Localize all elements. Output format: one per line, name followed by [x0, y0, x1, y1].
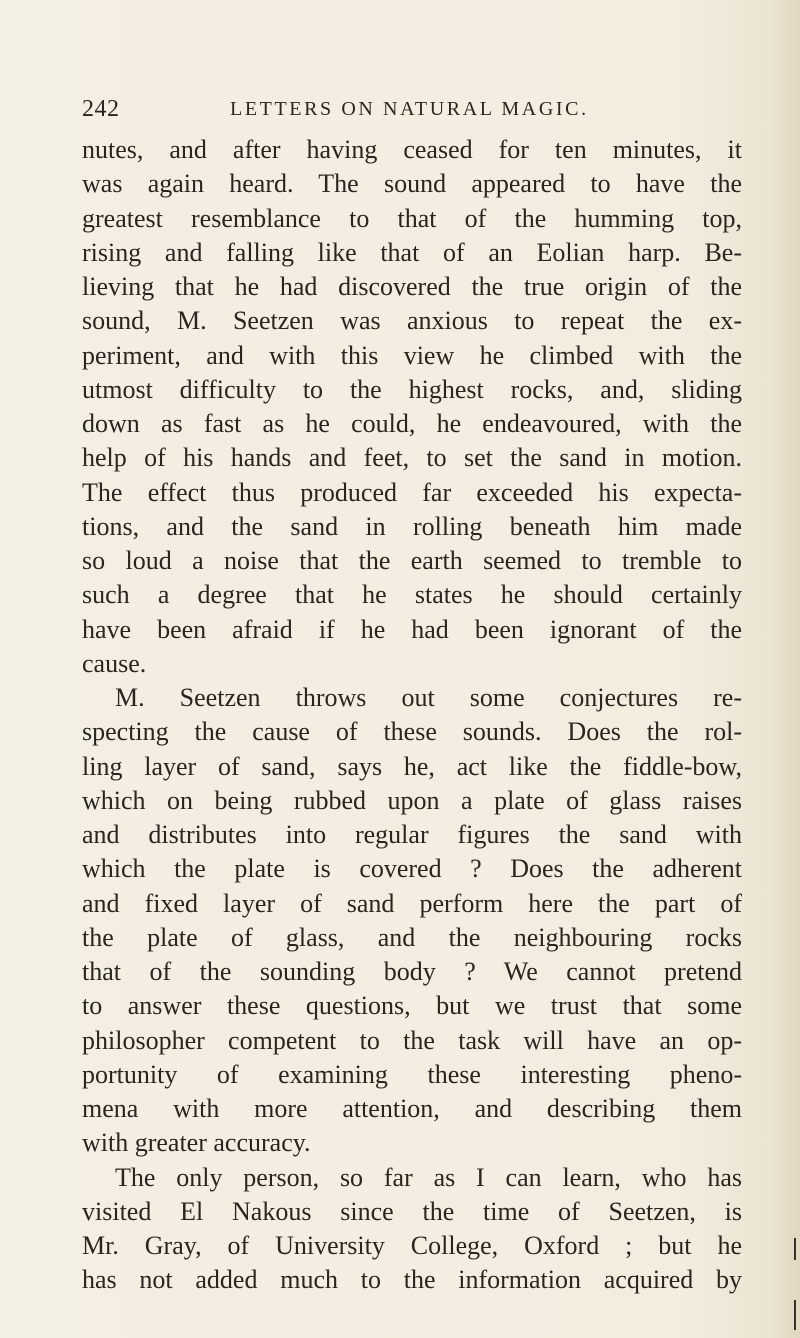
text-line: have been afraid if he had been ignorant of the: [82, 614, 742, 644]
text-line: philosopher competent to the task will have an op-: [82, 1025, 742, 1055]
text-line: rising and falling like that of an Eolian harp. Be-: [82, 237, 742, 267]
text-line: help of his hands and feet, to set the sand in motion.: [82, 443, 742, 473]
running-title: LETTERS ON NATURAL MAGIC.: [230, 98, 589, 120]
text-line: The effect thus produced far exceeded his expecta-: [82, 477, 742, 507]
text-line: which on being rubbed upon a plate of glass raises: [82, 785, 742, 815]
text-line: sound, M. Seetzen was anxious to repeat the ex-: [82, 306, 742, 336]
text-line: and fixed layer of sand perform here the part of: [82, 888, 742, 918]
page-number: 242: [82, 96, 120, 122]
text-line: nutes, and after having ceased for ten minutes, it: [82, 135, 742, 164]
page-edge-mark: [794, 1300, 796, 1330]
text-line: specting the cause of these sounds. Does the rol-: [82, 717, 742, 747]
text-line: ling layer of sand, says he, act like the fiddle-bow,: [82, 751, 742, 781]
page-header: [82, 96, 682, 126]
paragraph-start-line: M. Seetzen throws out some conjectures re-: [115, 683, 742, 712]
text-line: to answer these questions, but we trust that some: [82, 991, 742, 1021]
text-line: greatest resemblance to that of the humming top,: [82, 203, 742, 233]
text-line: such a degree that he states he should certainly: [82, 580, 742, 610]
paragraph-start-line: The only person, so far as I can learn, who has: [115, 1162, 742, 1192]
text-line: which the plate is covered ? Does the adherent: [82, 854, 742, 884]
page-edge-mark: [794, 1238, 796, 1260]
text-line: visited El Nakous since the time of Seetzen, is: [82, 1196, 742, 1226]
body-text: [82, 133, 742, 1298]
text-line: was again heard. The sound appeared to have the: [82, 169, 742, 199]
text-line: periment, and with this view he climbed with the: [82, 340, 742, 370]
text-line: has not added much to the information acquired by: [82, 1265, 742, 1295]
text-line: mena with more attention, and describing them: [82, 1094, 742, 1123]
text-line: so loud a noise that the earth seemed to tremble to: [82, 546, 742, 575]
text-line: cause.: [82, 648, 147, 678]
text-line: with greater accuracy.: [82, 1128, 311, 1158]
text-line: tions, and the sand in rolling beneath him made: [82, 511, 742, 541]
text-line: Mr. Gray, of University College, Oxford ; but he: [82, 1231, 742, 1260]
text-line: utmost difficulty to the highest rocks, and, sliding: [82, 374, 742, 404]
text-line: portunity of examining these interesting pheno-: [82, 1059, 742, 1089]
text-line: the plate of glass, and the neighbouring rocks: [82, 922, 742, 952]
text-line: down as fast as he could, he endeavoured, with the: [82, 409, 742, 438]
text-line: lieving that he had discovered the true origin of the: [82, 272, 742, 301]
text-line: and distributes into regular figures the sand with: [82, 820, 742, 849]
text-line: that of the sounding body ? We cannot pretend: [82, 957, 742, 986]
